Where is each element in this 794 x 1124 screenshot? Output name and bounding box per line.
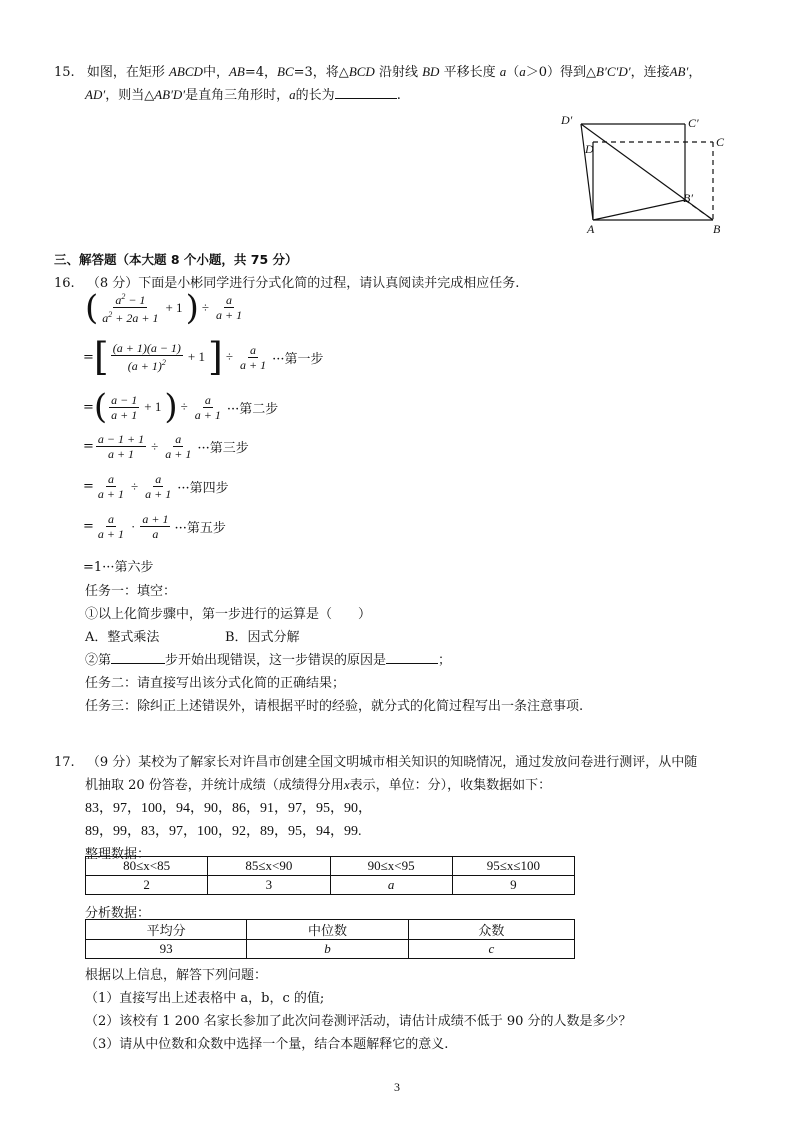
q15-number: 15. — [54, 65, 75, 80]
table-cell: a — [330, 876, 452, 895]
statistics-table-header — [86, 920, 575, 940]
option-a[interactable]: A．整式乘法 — [85, 630, 160, 645]
frequency-table — [85, 856, 575, 895]
q17-data-1: 83，97，100，94，90，86，91，97，95，90， — [85, 801, 372, 816]
derivation-row-1: = [ $\frac{(a + 1)(a - 1)}{(a + 1)^2}$ + 1 ] ÷ $\frac{a}{a + 1}$ ···第一步 — [83, 335, 324, 379]
frequency-table-values — [86, 876, 575, 895]
q16-number: 16. — [54, 276, 75, 291]
q16-derivation — [83, 287, 505, 575]
statistics-table — [85, 919, 575, 959]
table-cell: 3 — [208, 876, 330, 895]
seg-a-bp — [593, 200, 685, 220]
q17-part-3: （3）请从中位数和众数中选择一个量，结合本题解释它的意义. — [85, 1037, 449, 1052]
label-dp: D′ — [561, 113, 573, 127]
label-a: A — [587, 222, 595, 236]
q17-analyze-label: 分析数据： — [85, 906, 151, 921]
q16-task1-q1: ①以上化简步骤中，第一步进行的运算是（ ） — [85, 607, 372, 622]
table-cell: 9 — [452, 876, 574, 895]
q16-task1-q2: ②第 步开始出现错误，这一步错误的原因是 ； — [85, 653, 452, 668]
q17-part-1: （1）直接写出上述表格中 a，b，c 的值; — [85, 991, 325, 1006]
label-d: D — [585, 142, 594, 156]
table-cell: 中位数 — [247, 920, 408, 940]
step-6-label: =1···第六步 — [83, 560, 154, 575]
q15-line2: AD′，则当△AB′D′是直角三角形时，a的长为 . — [85, 87, 401, 103]
q15-figure — [555, 112, 735, 237]
table-cell: c — [408, 940, 574, 959]
label-cp: C′ — [688, 116, 699, 130]
derivation-row-4: = $\frac{a}{a + 1}$ ÷ $\frac{a}{a + 1}$ ···第四步 — [83, 472, 229, 501]
q17-number: 17. — [54, 755, 75, 770]
seg-dp-b — [581, 124, 713, 220]
option-b[interactable]: B．因式分解 — [225, 630, 300, 645]
table-cell: 80≤x<85 — [86, 857, 208, 876]
table-cell: 平均分 — [86, 920, 247, 940]
table-cell: b — [247, 940, 408, 959]
derivation-row-3: = $\frac{a - 1 + 1}{a + 1}$ ÷ $\frac{a}{a + 1}$ ···第三步 — [83, 432, 249, 461]
table-cell: 95≤x≤100 — [452, 857, 574, 876]
section-3-title: 三、解答题（本大题 8 个小题，共 75 分） — [54, 252, 298, 267]
page-number: 3 — [394, 1080, 400, 1094]
statistics-table-values — [86, 940, 575, 959]
q16-options — [85, 626, 300, 645]
q17-data-2: 89，99，83，97，100，92，89，95，94，99. — [85, 824, 362, 839]
q16-task2: 任务二：请直接写出该分式化简的正确结果； — [85, 676, 346, 691]
step-5-label: ···第五步 — [174, 521, 226, 536]
seg-a-dp — [581, 124, 593, 220]
table-cell: 85≤x<90 — [208, 857, 330, 876]
q16-task3: 任务三：除纠正上述错误外，请根据平时的经验，就分式的化简过程写出一条注意事项. — [85, 699, 584, 714]
q17-part-2: （2）该校有 1 200 名家长参加了此次问卷测评活动，请估计成绩不低于 90 分的人数是多少？ — [85, 1014, 632, 1029]
q16-task1-title: 任务一：填空： — [85, 584, 177, 599]
q17-organize-label: 整理数据： — [85, 847, 151, 862]
label-bp: B′ — [683, 191, 693, 205]
table-cell: 2 — [86, 876, 208, 895]
derivation-row-6 — [83, 556, 154, 575]
q17-answer-intro: 根据以上信息，解答下列问题： — [85, 968, 268, 983]
frequency-table-header — [86, 857, 575, 876]
table-cell: 90≤x<95 — [330, 857, 452, 876]
error-reason-blank[interactable] — [386, 653, 438, 664]
derivation-row-0: ( $\frac{a^2 - 1}{a^2 + 2a + 1}$ + 1 ) ÷ $\frac{a}{a + 1}$ — [85, 287, 243, 328]
table-cell: 93 — [86, 940, 247, 959]
step-2-label: ···第二步 — [226, 401, 279, 417]
step-number-blank[interactable] — [111, 653, 165, 664]
q16-intro: 16. （8 分）下面是小彬同学进行分式化简的过程，请认真阅读并完成相应任务. — [54, 276, 520, 291]
q17-intro-1: 17. （9 分）某校为了解家长对许昌市创建全国文明城市相关知识的知晓情况，通过发放问卷进行测评，从中随 — [54, 755, 698, 770]
step-1-label: ···第一步 — [272, 351, 324, 367]
table-cell: 众数 — [408, 920, 574, 940]
label-b: B — [713, 222, 721, 236]
step-3-label: ···第三步 — [197, 441, 249, 456]
q15-line1: 15. 如图，在矩形 ABCD中，AB=4，BC=3，将△BCD 沿射线 BD 平移长度 a（a＞0）得到△B′C′D′，连接AB′， — [54, 64, 702, 80]
q17-intro-2: 机抽取 20 份答卷，并统计成绩（成绩得分用x表示，单位：分），收集数据如下： — [85, 777, 552, 793]
derivation-row-5: = $\frac{a}{a + 1}$ · $\frac{a + 1}{a}$ ···第五步 — [83, 512, 226, 541]
label-c: C — [716, 135, 725, 149]
derivation-row-2: = ( $\frac{a - 1}{a + 1}$ + 1 ) ÷ $\frac{a}{a + 1}$ ···第二步 — [83, 387, 279, 427]
q15-answer-blank[interactable] — [335, 88, 397, 99]
step-4-label: ···第四步 — [177, 481, 229, 496]
